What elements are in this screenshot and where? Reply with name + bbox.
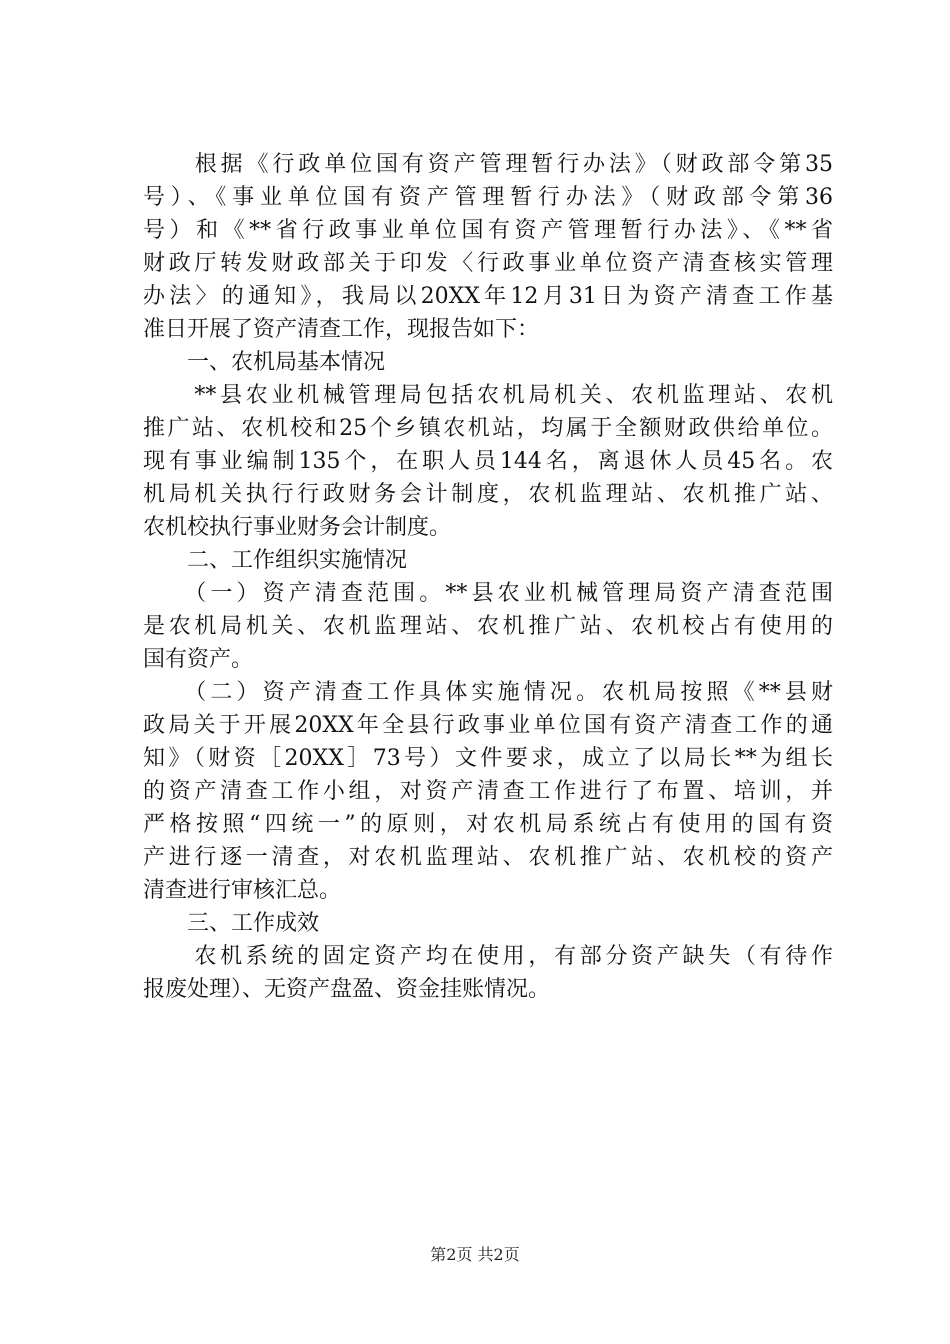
text-line: 农机校执行事业财务会计制度。 bbox=[143, 515, 452, 540]
page-footer: 第2页 共2页 bbox=[430, 1245, 520, 1264]
document-body bbox=[143, 148, 833, 1006]
text-line: 的资产清查工作小组，对资产清查工作进行了布置、培训，并 bbox=[143, 779, 833, 804]
text-line: 三、工作成效 bbox=[143, 911, 320, 936]
text-line: 国有资产。 bbox=[143, 647, 254, 672]
text-line: 机局机关执行行政财务会计制度，农机监理站、农机推广站、 bbox=[143, 482, 833, 507]
text-line: 现有事业编制135个，在职人员144名，离退休人员45名。农 bbox=[143, 449, 833, 474]
text-line: 号）、《事业单位国有资产管理暂行办法》（财政部令第36 bbox=[143, 185, 833, 210]
text-line: 一、农机局基本情况 bbox=[143, 350, 386, 375]
text-line: 号）和《**省行政事业单位国有资产管理暂行办法》、《**省 bbox=[143, 218, 833, 243]
text-line: 准日开展了资产清查工作，现报告如下： bbox=[143, 317, 540, 342]
text-line: 政局关于开展20XX年全县行政事业单位国有资产清查工作的通 bbox=[143, 713, 833, 738]
text-line: 严格按照“四统一”的原则，对农机局系统占有使用的国有资 bbox=[143, 812, 833, 837]
text-line: 二、工作组织实施情况 bbox=[143, 548, 408, 573]
text-line: 是农机局机关、农机监理站、农机推广站、农机校占有使用的 bbox=[143, 614, 833, 639]
text-line: （二）资产清查工作具体实施情况。农机局按照《**县财 bbox=[143, 680, 833, 705]
text-line: 财政厅转发财政部关于印发〈行政事业单位资产清查核实管理 bbox=[143, 251, 833, 276]
text-line: 报废处理）、无资产盘盈、资金挂账情况。 bbox=[143, 977, 551, 1002]
text-line: 办法〉的通知》，我局以20XX年12月31日为资产清查工作基 bbox=[143, 284, 833, 309]
text-line: （一）资产清查范围。**县农业机械管理局资产清查范围 bbox=[143, 581, 833, 606]
text-line: **县农业机械管理局包括农机局机关、农机监理站、农机 bbox=[143, 383, 833, 408]
text-line: 知》（财资［20XX］73号）文件要求，成立了以局长**为组长 bbox=[143, 746, 833, 771]
text-line: 产进行逐一清查，对农机监理站、农机推广站、农机校的资产 bbox=[143, 845, 833, 870]
text-line: 农机系统的固定资产均在使用，有部分资产缺失（有待作 bbox=[143, 944, 833, 969]
text-line: 推广站、农机校和25个乡镇农机站，均属于全额财政供给单位。 bbox=[143, 416, 833, 441]
text-line: 根据《行政单位国有资产管理暂行办法》（财政部令第35 bbox=[143, 152, 833, 177]
text-line: 清查进行审核汇总。 bbox=[143, 878, 342, 903]
